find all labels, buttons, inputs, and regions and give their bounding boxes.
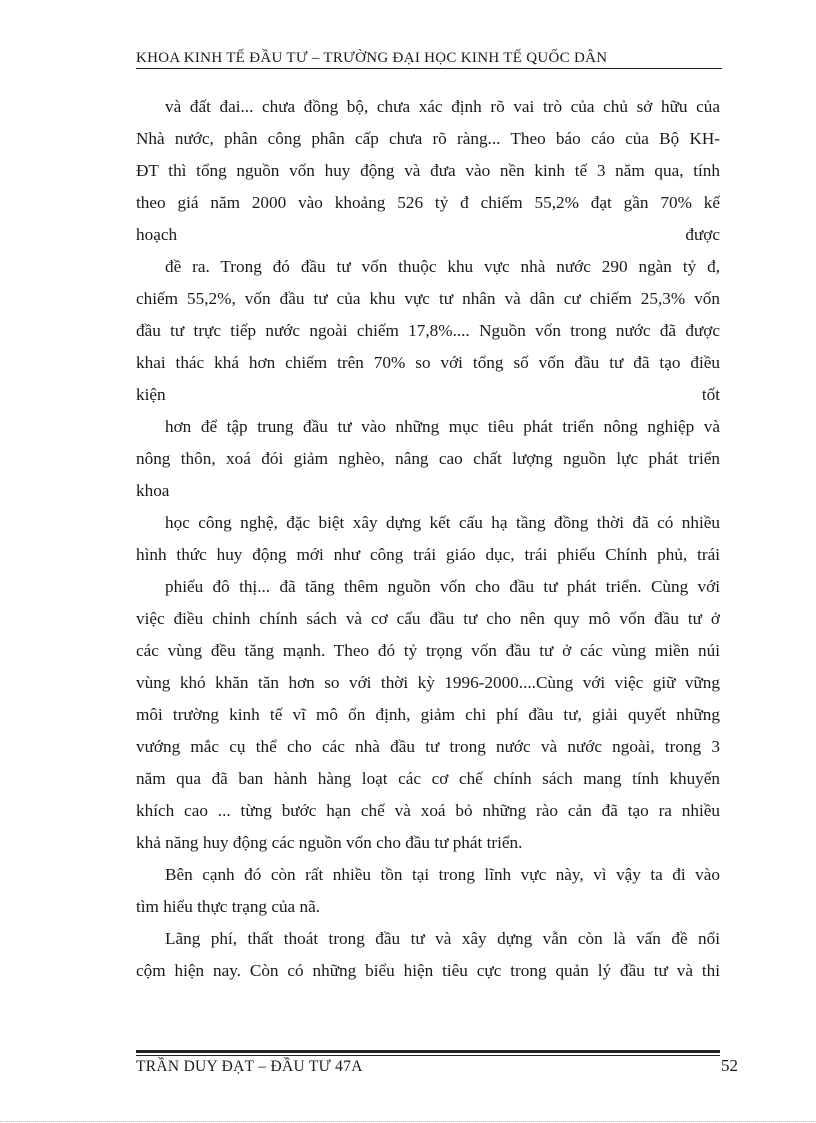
text-line: vùng khó khăn tăn hơn so với thời kỳ 1996-2000....Cùng với việc giữ vững	[136, 673, 720, 692]
text-line: kiện tốt	[136, 385, 720, 404]
text-line: khai thác khá hơn chiếm trên 70% so với tổng số vốn đầu tư đã tạo điều	[136, 353, 720, 372]
text-line: ĐT thì tổng nguồn vốn huy động và đưa vào nền kinh tế 3 năm qua, tính	[136, 161, 720, 180]
text-line: phiếu đô thị... đã tăng thêm nguồn vốn cho đầu tư phát triển. Cùng với	[165, 577, 720, 596]
text-line: hơn để tập trung đầu tư vào những mục tiêu phát triển nông nghiệp và	[165, 417, 720, 436]
text-line: đầu tư trực tiếp nước ngoài chiếm 17,8%.... Nguồn vốn trong nước đã được	[136, 321, 720, 340]
text-line: học công nghệ, đặc biệt xây dựng kết cấu hạ tầng đồng thời đã có nhiều	[165, 513, 720, 532]
page-edge-dotted-line	[0, 1121, 816, 1122]
text-line: hoạch được	[136, 225, 720, 244]
text-line: tìm hiểu thực trạng của nã.	[136, 897, 320, 916]
text-line: khích cao ... từng bước hạn chế và xoá bỏ những rào cản đã tạo ra nhiều	[136, 801, 720, 820]
text-line: và đất đai... chưa đồng bộ, chưa xác định rõ vai trò của chủ sở hữu của	[165, 97, 720, 116]
page-number: 52	[721, 1056, 738, 1075]
text-line: việc điều chỉnh chính sách và cơ cấu đầu tư cho nên quy mô vốn đầu tư ở	[136, 609, 720, 628]
text-line: khả năng huy động các nguồn vốn cho đầu tư phát triển.	[136, 833, 523, 852]
footer-rule	[136, 1050, 720, 1053]
text-line: nông thôn, xoá đói giảm nghèo, nâng cao chất lượng nguồn lực phát triển	[136, 449, 720, 468]
text-line: môi trường kinh tế vĩ mô ổn định, giảm chi phí đầu tư, giải quyết những	[136, 705, 720, 724]
footer-rule	[136, 1055, 720, 1056]
text-line: hình thức huy động mới như công trái giáo dục, trái phiếu Chính phủ, trái	[136, 545, 720, 564]
text-line: Lãng phí, thất thoát trong đầu tư và xây dựng vẫn còn là vấn đề nổi	[165, 929, 720, 948]
text-line: Nhà nước, phân công phân cấp chưa rõ ràng... Theo báo cáo của Bộ KH-	[136, 129, 720, 148]
text-line: chiếm 55,2%, vốn đầu tư của khu vực tư nhân và dân cư chiếm 25,3% vốn	[136, 289, 720, 308]
text-line: Bên cạnh đó còn rất nhiều tồn tại trong lĩnh vực này, vì vậy ta đi vào	[165, 865, 720, 884]
body-text	[136, 91, 720, 987]
text-line: đề ra. Trong đó đầu tư vốn thuộc khu vực nhà nước 290 ngàn tỷ đ,	[165, 257, 720, 276]
text-line: theo giá năm 2000 vào khoảng 526 tỷ đ chiếm 55,2% đạt gần 70% kế	[136, 193, 720, 212]
header-rule	[136, 68, 722, 69]
text-line: vướng mắc cụ thể cho các nhà đầu tư trong nước và nước ngoài, trong 3	[136, 737, 720, 756]
footer-author: TRẦN DUY ĐẠT – ĐẦU TƯ 47A	[136, 1058, 363, 1075]
text-line: năm qua đã ban hành hàng loạt các cơ chế chính sách mang tính khuyến	[136, 769, 720, 788]
text-line: khoa	[136, 481, 170, 500]
text-line: các vùng đều tăng mạnh. Theo đó tỷ trọng vốn đầu tư ở các vùng miền núi	[136, 641, 720, 660]
text-line: cộm hiện nay. Còn có những biểu hiện tiêu cực trong quản lý đầu tư và thi	[136, 961, 720, 980]
page-header: KHOA KINH TẾ ĐẦU TƯ – TRƯỜNG ĐẠI HỌC KINH TẾ QUỐC DÂN	[136, 50, 608, 66]
